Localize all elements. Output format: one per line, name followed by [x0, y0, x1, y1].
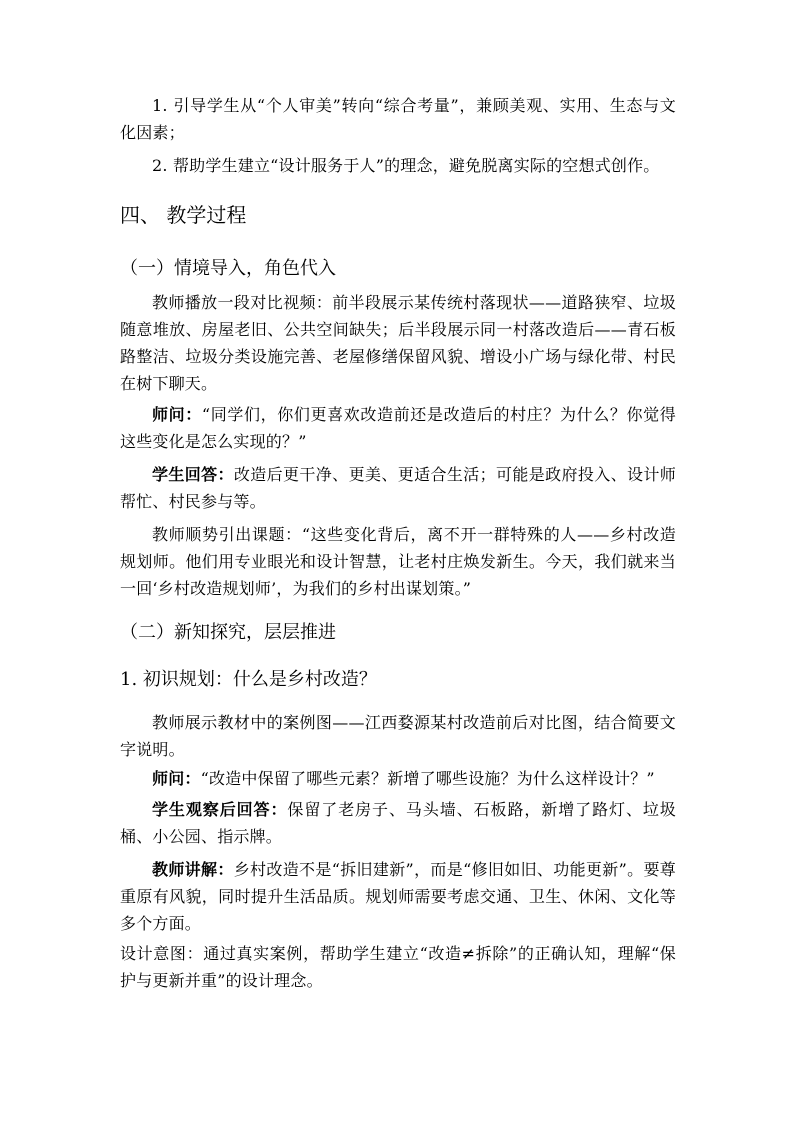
objective-item-1: 1. 引导学生从“个人审美”转向“综合考量”，兼顾美观、实用、生态与文化因素； [120, 96, 676, 142]
teacher-question-1 [120, 401, 676, 455]
subsection-heading-2: （二）新知探究，层层推进 [120, 622, 336, 643]
student-answer-label: 学生观察后回答： [152, 800, 288, 819]
paragraph-case-study: 教师展示教材中的案例图——江西婺源某村改造前后对比图，结合简要文字说明。 [120, 713, 676, 759]
section-heading: 四、 教学过程 [120, 203, 247, 227]
student-answer-2 [120, 796, 676, 850]
paragraph-video-intro: 教师播放一段对比视频：前半段展示某传统村落现状——道路狭窄、垃圾随意堆放、房屋老旧、公共空间缺失；后半段展示同一村落改造后——青石板路整洁、垃圾分类设施完善、老屋修缮保留风貌、增设小广场与绿化带、村民在树下聊天。 [120, 293, 676, 393]
teacher-explanation-text: 乡村改造不是“拆旧建新”，而是“修旧如旧、功能更新”。要尊重原有风貌，同时提升生活品质。规划师需要考虑交通、卫生、休闲、文化等多个方面。 [120, 860, 676, 933]
student-answer-label: 学生回答： [152, 465, 234, 484]
design-intent: 设计意图：通过真实案例，帮助学生建立“改造≠拆除”的正确认知，理解“保护与更新并重”的设计理念。 [120, 944, 676, 990]
teacher-question-text: “改造中保留了哪些元素？新增了哪些设施？为什么这样设计？” [200, 769, 655, 788]
paragraph-topic-intro: 教师顺势引出课题：“这些变化背后，离不开一群特殊的人——乡村改造规划师。他们用专业眼光和设计智慧，让老村庄焕发新生。今天，我们就来当一回‘乡村改造规划师’，为我们的乡村出谋划策。” [120, 525, 676, 598]
student-answer-text: 保留了老房子、马头墙、石板路，新增了路灯、垃圾桶、小公园、指示牌。 [120, 800, 676, 846]
teacher-question-label: 师问： [152, 769, 201, 788]
student-answer-1 [120, 461, 676, 515]
teacher-explanation-label: 教师讲解： [152, 860, 234, 879]
teacher-question-2 [120, 765, 676, 792]
subsection-heading-1: （一）情境导入，角色代入 [120, 258, 336, 279]
objective-item-2: 2. 帮助学生建立“设计服务于人”的理念，避免脱离实际的空想式创作。 [152, 156, 660, 175]
teacher-explanation [120, 856, 676, 937]
student-answer-text: 改造后更干净、更美、更适合生活；可能是政府投入、设计师帮忙、村民参与等。 [120, 465, 676, 511]
teacher-question-text: “同学们，你们更喜欢改造前还是改造后的村庄？为什么？你觉得这些变化是怎么实现的？” [120, 405, 676, 451]
teacher-question-label: 师问： [152, 405, 202, 424]
sub-subsection-heading-1: 1. 初识规划：什么是乡村改造？ [120, 669, 377, 690]
